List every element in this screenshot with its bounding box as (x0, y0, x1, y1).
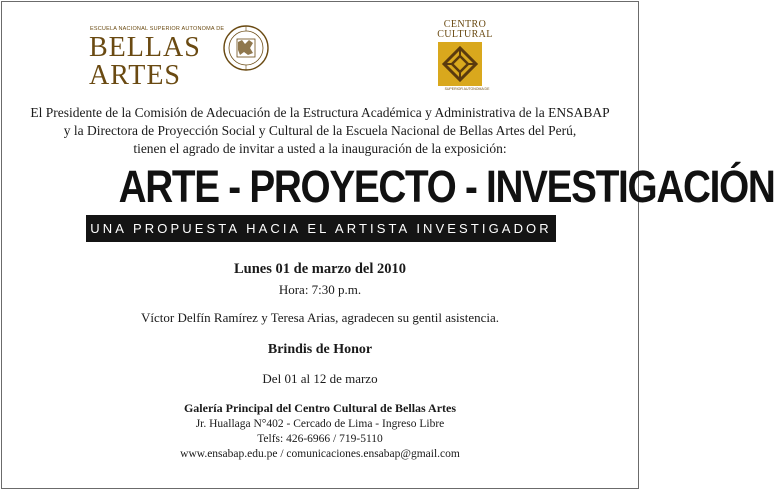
seal-icon (222, 24, 270, 72)
bellas-artes-logo-line2: ARTES (89, 60, 181, 91)
centro-cultural-bottom-text: SUPERIOR AUTONOMA DE (444, 87, 490, 91)
bellas-artes-logo-line1: BELLAS (89, 32, 201, 63)
event-dates-range: Del 01 al 12 de marzo (262, 371, 378, 386)
event-time: Hora: 7:30 p.m. (278, 282, 362, 297)
knot-emblem-icon (438, 42, 482, 86)
venue-phones: Telfs: 426-6966 / 719-5110 (257, 433, 383, 445)
centro-cultural-logo-line2: CULTURAL (437, 29, 493, 40)
venue-address: Jr. Huallaga N°402 - Cercado de Lima - Ingreso Libre (195, 418, 445, 430)
bellas-artes-logo (72, 24, 272, 99)
subtitle-bar (86, 215, 556, 242)
venue-web-email: www.ensabap.edu.pe / comunicaciones.ensabap@gmail.com (180, 448, 460, 460)
reception-label: Brindis de Honor (267, 342, 373, 357)
event-date: Lunes 01 de marzo del 2010 (234, 261, 406, 277)
exhibition-subtitle: UNA PROPUESTA HACIA EL ARTISTA INVESTIGADOR (90, 221, 552, 236)
centro-cultural-logo (436, 19, 506, 91)
event-hosts: Víctor Delfín Ramírez y Teresa Arias, agradecen su gentil asistencia. (140, 310, 500, 325)
centro-cultural-vertical-text (483, 42, 495, 86)
intro-line-3: tienen el agrado de invitar a usted a la inauguración de la exposición: (133, 141, 507, 156)
venue-name: Galería Principal del Centro Cultural de Bellas Artes (183, 401, 457, 415)
intro-line-1: El Presidente de la Comisión de Adecuación de la Estructura Académica y Administrativa de la ENSABAP (30, 105, 610, 120)
intro-line-2: y la Directora de Proyección Social y Cultural de la Escuela Nacional de Bellas Artes del Perú, (63, 123, 577, 138)
exhibition-title: ARTE - PROYECTO - INVESTIGACIÓN (118, 161, 775, 212)
bellas-artes-logo-small-text: ESCUELA NACIONAL SUPERIOR AUTONOMA DE (90, 26, 225, 32)
centro-cultural-logo-line1: CENTRO (443, 19, 487, 30)
